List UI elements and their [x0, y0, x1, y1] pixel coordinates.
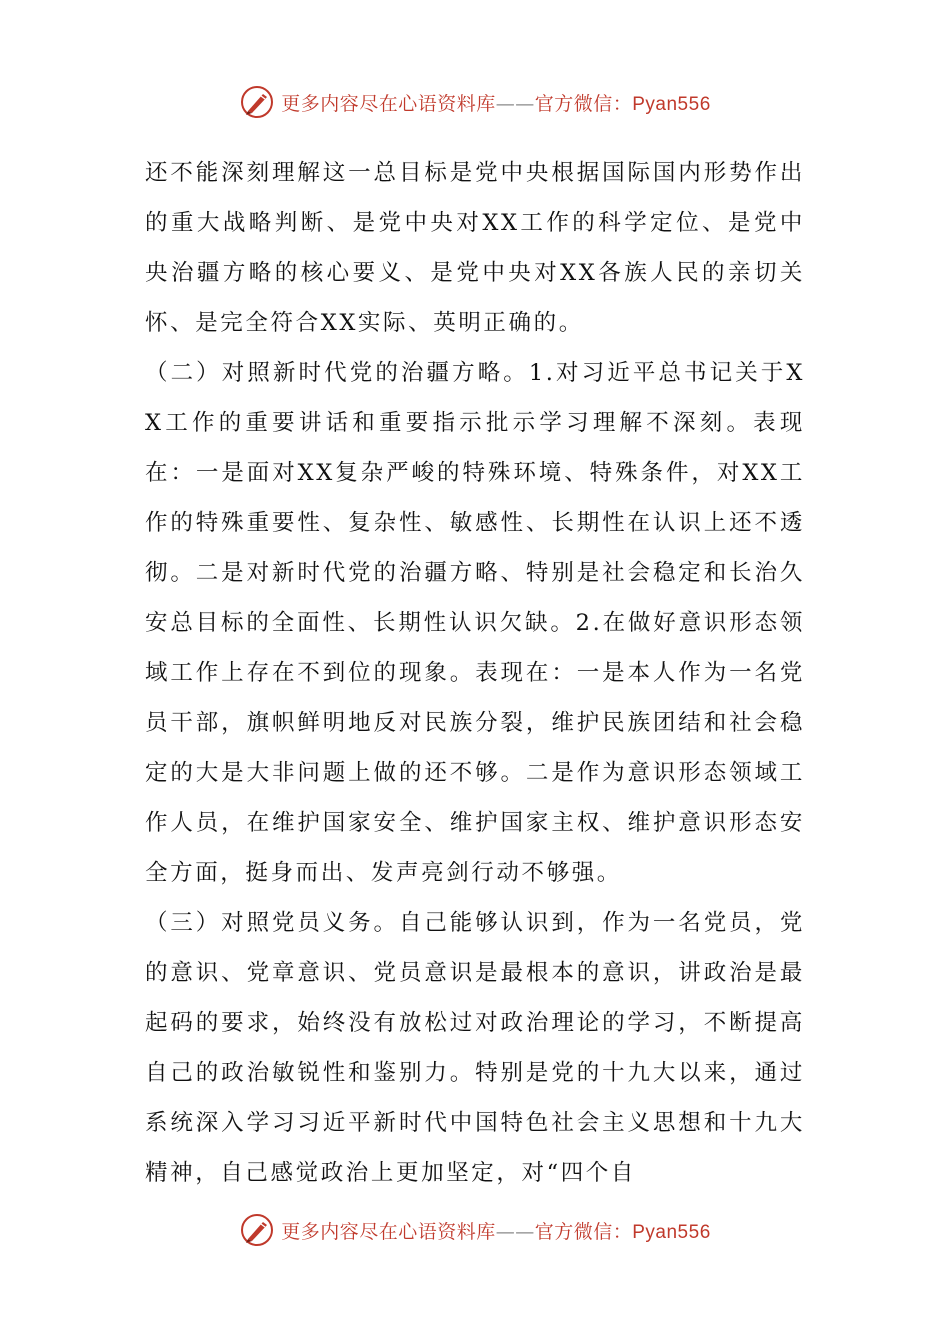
body-paragraph: 还不能深刻理解这一总目标是党中央根据国际国内形势作出的重大战略判断、是党中央对XX工作的科学定位、是党中央治疆方略的核心要义、是党中央对XX各族人民的亲切关怀、是完全符合XX实际、英明正确的。	[145, 160, 805, 336]
document-body	[145, 148, 805, 1198]
footer-wechat-label: 官方微信：	[534, 1220, 633, 1243]
header-wechat-id: Pyan556	[632, 93, 711, 115]
header-site-text: 更多内容尽在心语资料库	[281, 92, 496, 115]
footer-site-text: 更多内容尽在心语资料库	[281, 1220, 496, 1243]
header-watermark	[0, 82, 950, 122]
header-banner-text	[281, 89, 711, 116]
footer-wechat-id: Pyan556	[632, 1221, 711, 1243]
pen-logo-icon	[239, 1212, 275, 1248]
body-paragraph: （三）对照党员义务。自己能够认识到，作为一名党员，党的意识、党章意识、党员意识是最根本的意识，讲政治是最起码的要求，始终没有放松过对政治理论的学习，不断提高自己的政治敏锐性和鉴别力。特别是党的十九大以来，通过系统深入学习习近平新时代中国特色社会主义思想和十九大精神，自己感觉政治上更加坚定，对“四个自	[145, 910, 805, 1186]
pen-logo-icon	[239, 84, 275, 120]
footer-separator: ——	[495, 1220, 535, 1243]
body-paragraph: （二）对照新时代党的治疆方略。1.对习近平总书记关于XX工作的重要讲话和重要指示批示学习理解不深刻。表现在：一是面对XX复杂严峻的特殊环境、特殊条件，对XX工作的特殊重要性、复杂性、敏感性、长期性在认识上还不透彻。二是对新时代党的治疆方略、特别是社会稳定和长治久安总目标的全面性、长期性认识欠缺。2.在做好意识形态领域工作上存在不到位的现象。表现在：一是本人作为一名党员干部，旗帜鲜明地反对民族分裂，维护民族团结和社会稳定的大是大非问题上做的还不够。二是作为意识形态领域工作人员，在维护国家安全、维护国家主权、维护意识形态安全方面，挺身而出、发声亮剑行动不够强。	[145, 360, 805, 886]
header-separator: ——	[495, 92, 535, 115]
footer-banner-text	[281, 1217, 711, 1244]
footer-watermark	[0, 1210, 950, 1250]
header-wechat-label: 官方微信：	[534, 92, 633, 115]
